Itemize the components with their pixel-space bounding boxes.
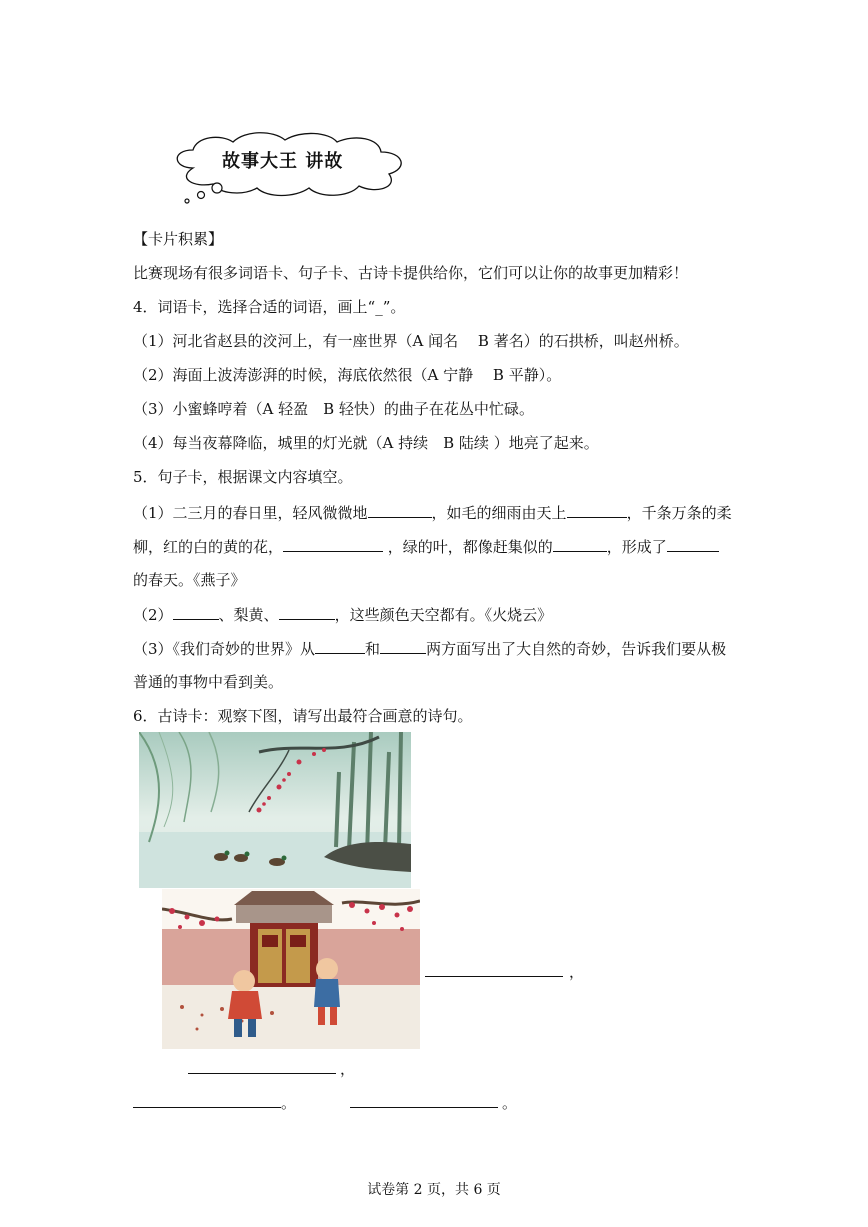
poem-blank[interactable] — [133, 1092, 281, 1108]
q5-item-3-line-1 — [133, 638, 726, 659]
story-king-title: 故事大王 讲故 — [222, 151, 344, 172]
poem-line-3 — [133, 1092, 296, 1113]
answer-blank[interactable] — [667, 536, 719, 552]
q4-item-4: （4）每当夜幕降临，城里的灯光就（A 持续 B 陆续 ）地亮了起来。 — [133, 434, 599, 452]
answer-blank[interactable] — [380, 638, 426, 654]
q5-1-text-a: （1）二三月的春日里，轻风微微地 — [133, 504, 368, 522]
answer-blank[interactable] — [315, 638, 365, 654]
q4-item-1: （1）河北省赵县的洨河上，有一座世界（A 闻名 B 著名）的石拱桥，叫赵州桥。 — [133, 332, 689, 350]
q5-item-1-line-2 — [133, 536, 719, 557]
q5-3-text-c: 两方面写出了大自然的奇妙，告诉我们要从极 — [426, 640, 727, 658]
intro-text: 比赛现场有很多词语卡、句子卡、古诗卡提供给你，它们可以让你的故事更加精彩！ — [133, 264, 689, 282]
poem-line-4 — [350, 1092, 517, 1113]
q5-item-1-line-3: 的春天。《燕子》 — [133, 571, 246, 589]
answer-blank[interactable] — [368, 502, 432, 518]
poem-blank[interactable] — [425, 961, 563, 977]
answer-blank[interactable] — [283, 536, 383, 552]
answer-blank[interactable] — [173, 604, 219, 620]
period: 。 — [502, 1094, 518, 1112]
q4-item-3: （3）小蜜蜂哼着（A 轻盈 B 轻快）的曲子在花丛中忙碌。 — [133, 400, 534, 418]
q5-2-text-a: （2） — [133, 606, 173, 624]
q5-3-text-a: （3）《我们奇妙的世界》从 — [133, 640, 316, 658]
q5-1-text-d: 柳，红的白的黄的花， — [133, 538, 284, 556]
q5-1-text-b: ，如毛的细雨由天上 — [431, 504, 567, 522]
comma: ， — [340, 1060, 356, 1078]
q5-2-text-b: 、梨黄、 — [218, 606, 279, 624]
poem-blank[interactable] — [350, 1092, 498, 1108]
q5-2-text-c: ，这些颜色天空都有。《火烧云》 — [334, 606, 553, 624]
q5-1-text-c: ，千条万条的柔 — [626, 504, 732, 522]
q5-item-2 — [133, 604, 552, 625]
answer-blank[interactable] — [279, 604, 335, 620]
answer-blank[interactable] — [553, 536, 607, 552]
page-footer: 试卷第 2 页，共 6 页 — [367, 1182, 501, 1198]
section-label: 【卡片积累】 — [133, 230, 224, 248]
q5-item-3-line-2: 普通的事物中看到美。 — [133, 673, 284, 691]
poem-line-1 — [425, 961, 584, 982]
q6-title: 6．古诗卡：观察下图，请写出最符合画意的诗句。 — [133, 707, 473, 725]
period: 。 — [281, 1094, 297, 1112]
q4-item-2: （2）海面上波涛澎湃的时候，海底依然很（A 宁静 B 平静）。 — [133, 366, 562, 384]
q4-title: 4．词语卡，选择合适的词语，画上“_”。 — [133, 298, 406, 316]
comma: ， — [569, 963, 585, 981]
q5-title: 5．句子卡，根据课文内容填空。 — [133, 468, 353, 486]
answer-blank[interactable] — [567, 502, 627, 518]
willow-ducks-painting — [139, 732, 411, 888]
q5-1-text-e: ，绿的叶，都像赶集似的 — [383, 538, 553, 556]
q5-1-text-f: ，形成了 — [606, 538, 667, 556]
q5-item-1-line-1 — [133, 502, 732, 523]
q5-3-text-b: 和 — [365, 640, 381, 658]
poem-blank[interactable] — [188, 1058, 336, 1074]
poem-line-2 — [188, 1058, 355, 1079]
spring-festival-gate-painting — [162, 889, 420, 1049]
